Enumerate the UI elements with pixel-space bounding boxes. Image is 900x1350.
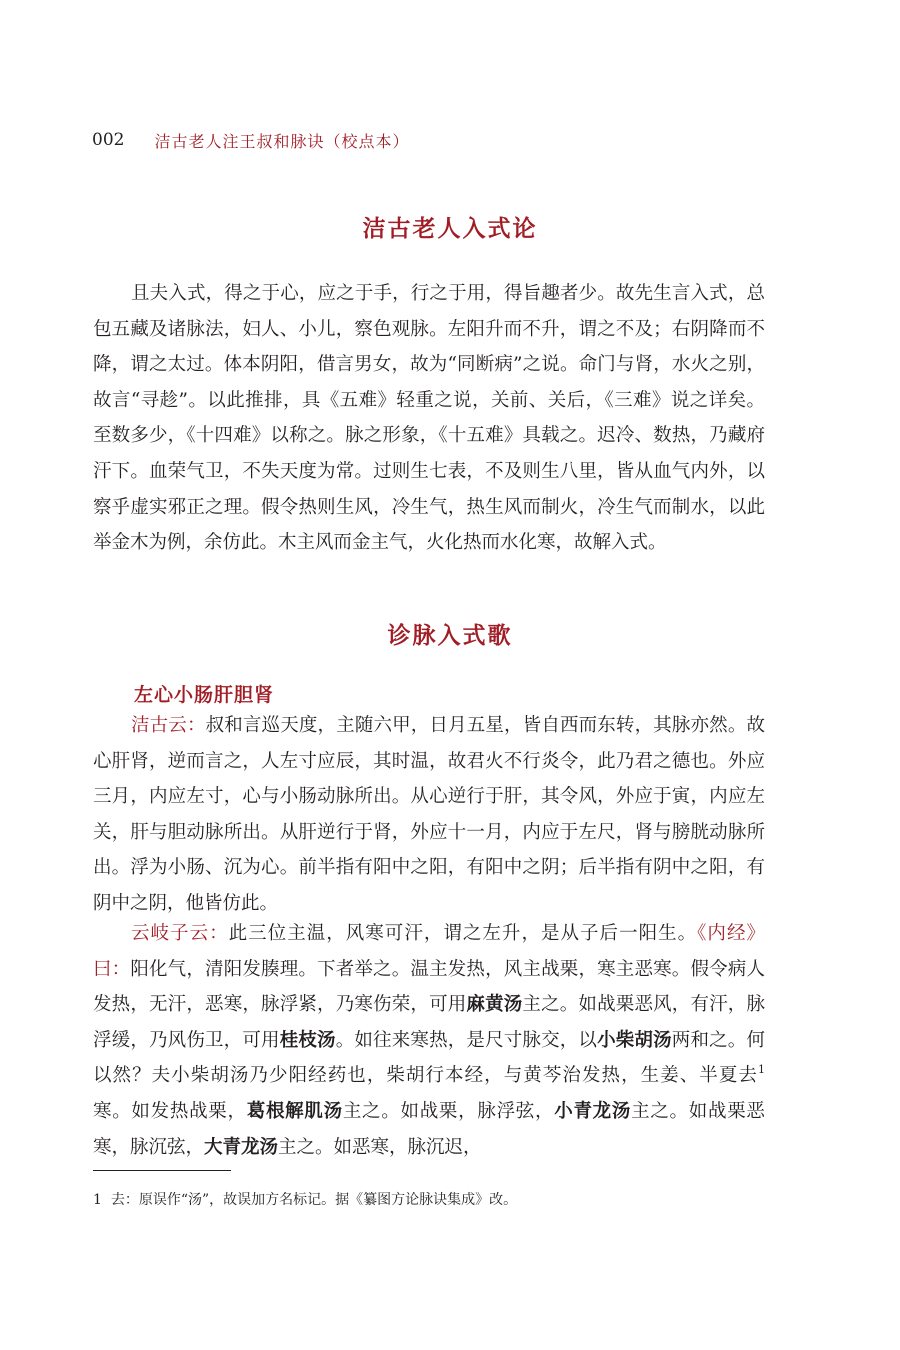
section1-body: 且夫入式，得之于心，应之于手，行之于用，得旨趣者少。故先生言入式，总包五藏及诸脉法，妇人、小儿，察色观脉。左阳升而不升，谓之不及；右阴降而不降，谓之太过。体本阴阳，借言男女，故为“同断病”之说。命门与肾，水火之别，故言“寻趁”。以此推排，具《五难》轻重之说，关前、关后，《三难》说之详矣。至数多少，《十四难》以称之。脉之形象，《十五难》具载之。迟冷、数热，乃藏府汗下。血荣气卫，不失天度为常。过则生七表，不及则生八里，皆从血气内外，以察乎虚实邪正之理。假令热则生风，冷生气，热生风而制火，冷生气而制水，以此举金木为例，余仿此。木主风而金主气，火化热而水化寒，故解入式。 [93, 283, 765, 554]
formula-name: 葛根解肌汤 [246, 1100, 343, 1122]
speaker-label-jiegu: 洁古云： [131, 715, 206, 736]
formula-name: 小柴胡汤 [597, 1029, 672, 1051]
footnote-text: 去：原误作“汤”，故误加方名标记。据《纂图方论脉诀集成》改。 [110, 1192, 518, 1208]
text-segment: 主之。如战栗，脉浮弦， [342, 1100, 555, 1122]
subheading: 左心小肠肝胆肾 [134, 684, 275, 706]
footnote [93, 1190, 517, 1210]
speaker-label-yunqi: 云岐子云： [131, 923, 229, 944]
page-number: 002 [92, 130, 125, 150]
text-segment: 阳化气，清阳发腠理。下者举之。温主发热，风主战栗，寒主恶寒。假令病人发热，无汗，恶寒，脉浮紧，乃寒伤荣，可用 [93, 958, 765, 1016]
text-segment: 。如往来寒热，是尺寸脉交，以 [335, 1029, 598, 1051]
footnote-reference[interactable]: 1 [758, 1063, 765, 1077]
text-segment: 两和之。何以然？夫小柴胡汤乃少阳经药也，柴胡行本经，与黄芩治发热，生姜、半夏去 [93, 1029, 765, 1087]
text-segment: 主之。如战栗恶风，有汗，脉浮缓，乃风伤卫，可用 [93, 994, 765, 1051]
citation-label-neijing: 《内经》曰： [93, 923, 765, 980]
text-segment: 主之。如战栗恶寒，脉沉弦， [93, 1100, 765, 1158]
text-segment: 此三位主温，风寒可汗，谓之左升，是从子后一阳生。 [228, 923, 698, 944]
paragraph-jiegu [93, 708, 765, 922]
text-segment: 寒。如发热战栗， [93, 1100, 247, 1122]
paragraph-jiegu-text: 叔和言巡天度，主随六甲，日月五星，皆自西而东转，其脉亦然。故心肝肾，逆而言之，人左寸应辰，其时温，故君火不行炎令，此乃君之德也。外应三月，内应左寸，心与小肠动脉所出。从心逆行于肝，其令风，外应于寅，内应左关，肝与胆动脉所出。从肝逆行于肾，外应十一月，内应于左尺，肾与膀胱动脉所出。浮为小肠、沉为心。前半指有阳中之阳，有阳中之阴；后半指有阴中之阳，有阴中之阴，他皆仿此。 [93, 715, 765, 914]
formula-name: 桂枝汤 [279, 1029, 336, 1051]
footnote-divider [93, 1170, 231, 1171]
formula-name: 小青龙汤 [554, 1100, 632, 1122]
paragraph-yunqi [93, 916, 765, 1165]
formula-name: 麻黄汤 [466, 994, 523, 1016]
running-title: 洁古老人注王叔和脉诀（校点本） [154, 131, 410, 151]
running-header [92, 128, 409, 152]
section-title-1: 洁古老人入式论 [362, 215, 538, 242]
text-segment: 主之。如恶寒，脉沉迟， [278, 1136, 482, 1158]
footnote-number: 1 [93, 1192, 102, 1208]
formula-name: 大青龙汤 [204, 1136, 279, 1158]
section-title-2: 诊脉入式歌 [387, 622, 513, 649]
